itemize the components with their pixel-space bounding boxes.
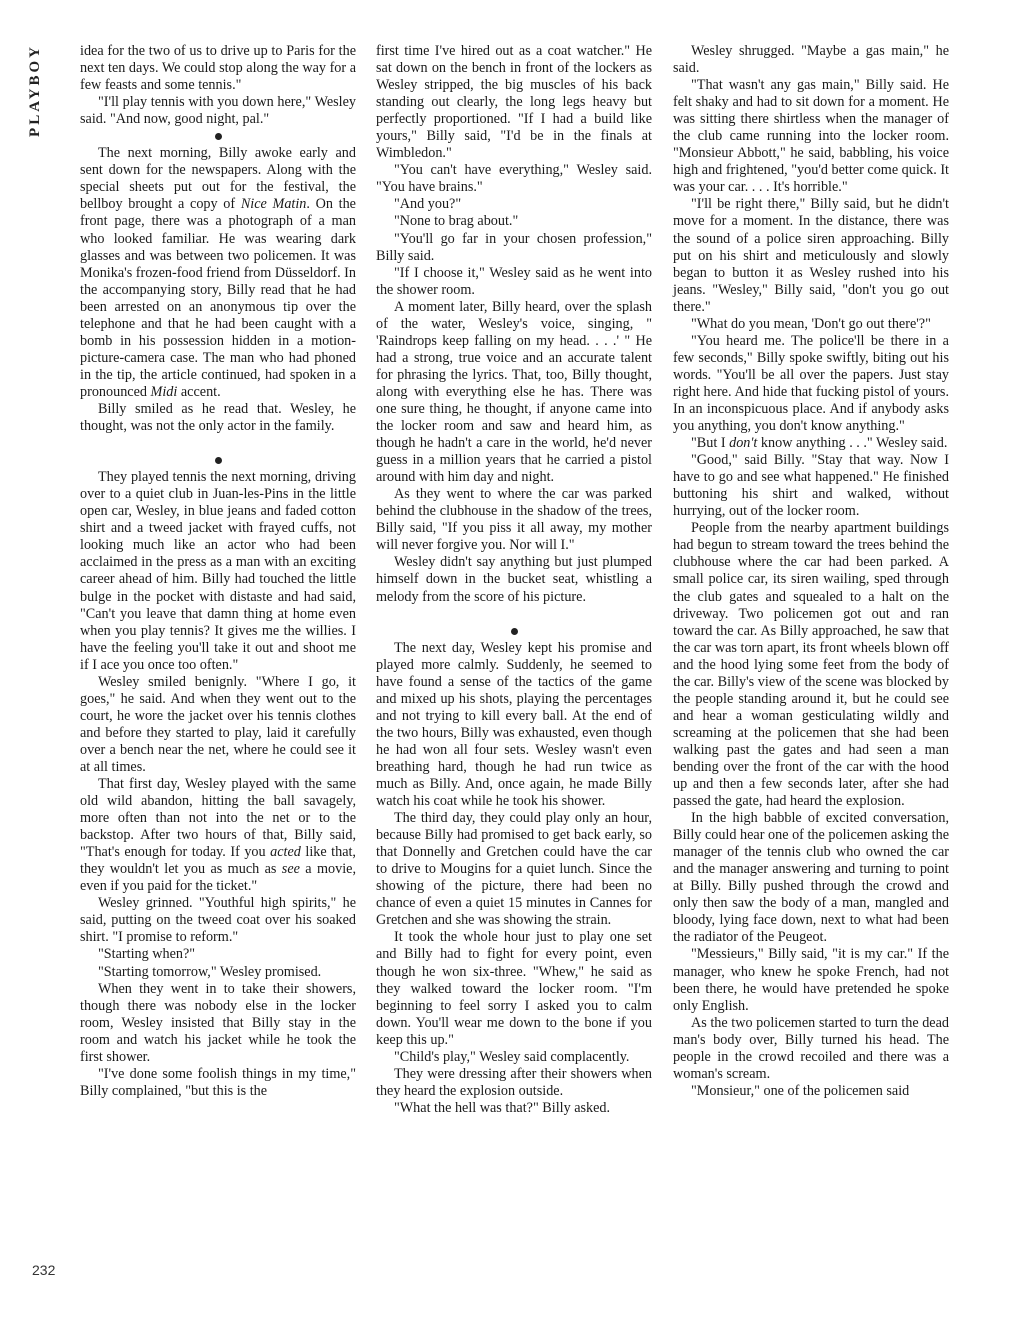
- paragraph: "That wasn't any gas main," Billy said. He felt shaky and had to sit down for a moment. He was sitting there shirtless when the manager of the club came running into the locker room. "Monsieur Abbott," he said, babbling, his voice high and frightened, "you'd better come quick. It was your car. . . . It's horrible.": [673, 77, 949, 196]
- text-column-2: [376, 43, 652, 1117]
- section-break-bullet: [80, 128, 356, 145]
- paragraph: Wesley shrugged. "Maybe a gas main," he said.: [673, 43, 949, 77]
- paragraph: Wesley didn't say anything but just plumped himself down in the bucket seat, whistling a melody from the score of his picture.: [376, 554, 652, 605]
- text-column-1: [80, 43, 356, 1100]
- paragraph: "I'll be right there," Billy said, but he didn't move for a moment. In the distance, there was the sound of a police siren approaching. Billy put on his shirt and meticulously and slowly began to button it as Wesley rushed into his jeans. "Wesley," Billy said, "don't you go out there.": [673, 196, 949, 315]
- bullet-icon: [511, 628, 518, 635]
- section-break-bullet: [376, 623, 652, 640]
- paragraph: "Monsieur," one of the policemen said: [691, 1082, 910, 1099]
- paragraph: [673, 435, 949, 452]
- paragraph: first time I've hired out as a coat watcher." He sat down on the bench in front of the lockers as Wesley stripped, the big muscles of his back standing out clearly, the long legs heavy but perfectly proportioned. "If I had a build like yours," Billy said, "I'd be in the finals at Wimbledon.": [376, 43, 652, 162]
- paragraph: The next day, Wesley kept his promise and played more calmly. Suddenly, he seemed to have found a sense of the tactics of the game and mixed up his shots, playing the percentages and not trying to kill every ball. At the end of the two hours, Billy was exhausted, even though he had won all four sets. Wesley wasn't even breathing hard, though he had run twice as much as Billy. And, once again, he made Billy watch his coat while he took his shower.: [376, 639, 652, 810]
- paragraph: "If I choose it," Wesley said as he went into the shower room.: [376, 264, 652, 298]
- text-run: a movie, even if you paid for the ticket.": [80, 861, 356, 895]
- paragraph: "What the hell was that?" Billy asked.: [394, 1099, 611, 1116]
- paragraph: "Good," said Billy. "Stay that way. Now I have to go and see what happened." He finished buttoning his shirt and walked, without hurrying, out of the locker room.: [673, 452, 949, 520]
- italic-text: Midi: [150, 383, 178, 400]
- paragraph: Wesley grinned. "Youthful high spirits," he said, putting on the tweed coat over his soaked shirt. "I promise to reform.": [80, 895, 356, 946]
- text-run: like that, they wouldn't let you as much as: [80, 844, 356, 878]
- paragraph: They were dressing after their showers when they heard the explosion outside.: [376, 1065, 652, 1099]
- paragraph: As the two policemen started to turn the dead man's body over, Billy turned his head. The people in the crowd recoiled and there was a woman's scream.: [673, 1014, 949, 1082]
- paragraph: It took the whole hour just to play one set and Billy had to fight for every point, even though he won six-three. "Whew," he said as they walked toward the locker room. "I'm beginning to feel sorry I asked you to calm down. You'll wear me down to the bone if you keep this up.": [376, 929, 652, 1048]
- paragraph: [80, 145, 356, 401]
- text-run: The next morning, Billy awoke early and sent down for the newspapers. Along with the special sheets put out for the festival, the bellboy brought a copy of: [80, 145, 356, 213]
- text-run: accent.: [177, 383, 221, 400]
- paragraph: People from the nearby apartment buildings had begun to stream toward the trees behind the clubhouse where the car had been parked. A small police car, its siren wailing, sped through the club gates and squealed to a halt on the driveway. Two policemen got out and ran toward the car. As Billy approached, he saw that the car was torn apart, its front wheels blown off and the hood lying some feet from the body of the car. Billy's view of the scene was blocked by the people standing around it, but he could see and hear a woman gesticulating wildly and screaming at the policemen that she had been walking past the gates and had seen a man bending over the front of the car with the hood up and then a few seconds later, after she had passed the gate, had heard the explosion.: [673, 520, 949, 810]
- section-break-bullet: [80, 452, 356, 469]
- paragraph: "I'll play tennis with you down here," Wesley said. "And now, good night, pal.": [80, 94, 356, 128]
- paragraph: The third day, they could play only an hour, because Billy had promised to get back early, so that Donnelly and Gretchen could have the car to drive to Mougins for a quiet lunch. Since the showing of the picture, there had been no chance of even a quiet 15 minutes in Cannes for Gretchen and she was showing the strain.: [376, 810, 652, 929]
- paragraph: "You can't have everything," Wesley said. "You have brains.": [376, 162, 652, 196]
- text-run: . On the front page, there was a photograph of a man who looked familiar. He was wearing dark glasses and was between two policemen. It was Monika's frozen-food friend from Düsseldorf. In the accompanying story, Billy read that he had been arrested on an anonymous tip over the telephone and that he had been caught with a bomb in his possession hidden in a motion-picture-camera case. The man who had phoned in the tip, the article continued, had spoken in a pronounced: [80, 196, 356, 400]
- text-run: know anything . . ." Wesley said.: [757, 435, 948, 452]
- bullet-icon: [215, 133, 222, 140]
- paragraph: Wesley smiled benignly. "Where I go, it goes," he said. And when they went out to the court, he wore the jacket over his tennis clothes and before they started to play, laid it carefully over a bench near the net, where he could see it at all times.: [80, 673, 356, 775]
- italic-text: see: [281, 861, 300, 878]
- text-column-3: [673, 43, 949, 1100]
- paragraph: "You heard me. The police'll be there in a few seconds," Billy spoke swiftly, biting out his words. "You'll be all over the papers. Just stay right here. And hide that fucking pistol of yours. In an inconspicuous place. And if anybody asks you anything, you don't know anything.": [673, 332, 949, 435]
- text-run: That first day, Wesley played with the same old wild abandon, hitting the ball savagely, more often than not into the net or to the backstop. After two hours of that, Billy said, "That's enough for today. If you: [80, 776, 356, 861]
- paragraph: As they went to where the car was parked behind the clubhouse in the shadow of the trees, Billy said, "If you piss it all away, my mother will never forgive you. Nor will I.": [376, 486, 652, 554]
- paragraph: "Messieurs," Billy said, "it is my car." If the manager, who knew he spoke French, had not been there, he would have pretended he spoke only English.: [673, 946, 949, 1014]
- paragraph: "What do you mean, 'Don't go out there'?": [691, 315, 931, 332]
- bullet-icon: [215, 457, 222, 464]
- italic-text: acted: [270, 844, 301, 861]
- paragraph: "None to brag about.": [394, 213, 519, 230]
- paragraph: "I've done some foolish things in my time," Billy complained, "but this is the: [80, 1065, 356, 1099]
- paragraph: "You'll go far in your chosen profession," Billy said.: [376, 230, 652, 264]
- paragraph: "Starting when?": [98, 946, 196, 963]
- text-run: "But I: [691, 435, 730, 452]
- paragraph: "Starting tomorrow," Wesley promised.: [98, 963, 322, 980]
- paragraph: They played tennis the next morning, driving over to a quiet club in Juan-les-Pins in the little open car, Wesley, in blue jeans and faded cotton shirt and a tweed jacket with frayed cuffs, not looking much like an actor who had been acclaimed in the press as a man with an exciting career ahead of him. Billy had touched the little bulge in the pocket with distaste and had said, "Can't you leave that damn thing at home even when you play tennis? It gives me the willies. I have the feeling you'll take it out and shoot me if I ace you once too often.": [80, 469, 356, 673]
- italic-text: Nice Matin: [240, 196, 307, 213]
- paragraph: When they went in to take their showers, though there was nobody else in the locker room, Wesley insisted that Billy stay in the room and watch his jacket while he took the first shower.: [80, 980, 356, 1065]
- paragraph: [80, 776, 356, 895]
- magazine-name: PLAYBOY: [27, 44, 43, 137]
- paragraph: Billy smiled as he read that. Wesley, he thought, was not the only actor in the family.: [80, 400, 356, 435]
- paragraph: In the high babble of excited conversation, Billy could hear one of the policemen asking the manager of the tennis club who owned the car and the manager answering and turning to point at Billy. Billy pushed through the crowd and only then saw the body of a man, mangled and bloody, lying face down, next to what had been the radiator of the Peugeot.: [673, 810, 949, 946]
- italic-text: don't: [729, 435, 758, 452]
- page-number: 232: [32, 1262, 56, 1278]
- paragraph: "Child's play," Wesley said complacently.: [394, 1048, 630, 1065]
- paragraph: A moment later, Billy heard, over the splash of the water, Wesley's voice, singing, " 'Raindrops keep falling on my head. . . .' " He had a strong, true voice and an accurate talent for phrasing the lyrics. That, too, Billy thought, along with everything else he has. There was one sure thing, he thought, if anyone came into the locker room and saw and heard him, as though he hadn't a care in the world, he'd never guess in a million years that he carried a pistol around with him day and night.: [376, 298, 652, 486]
- paragraph: idea for the two of us to drive up to Paris for the next ten days. We could stop along the way for a few feasts and some tennis.": [80, 43, 356, 94]
- paragraph: "And you?": [394, 196, 462, 213]
